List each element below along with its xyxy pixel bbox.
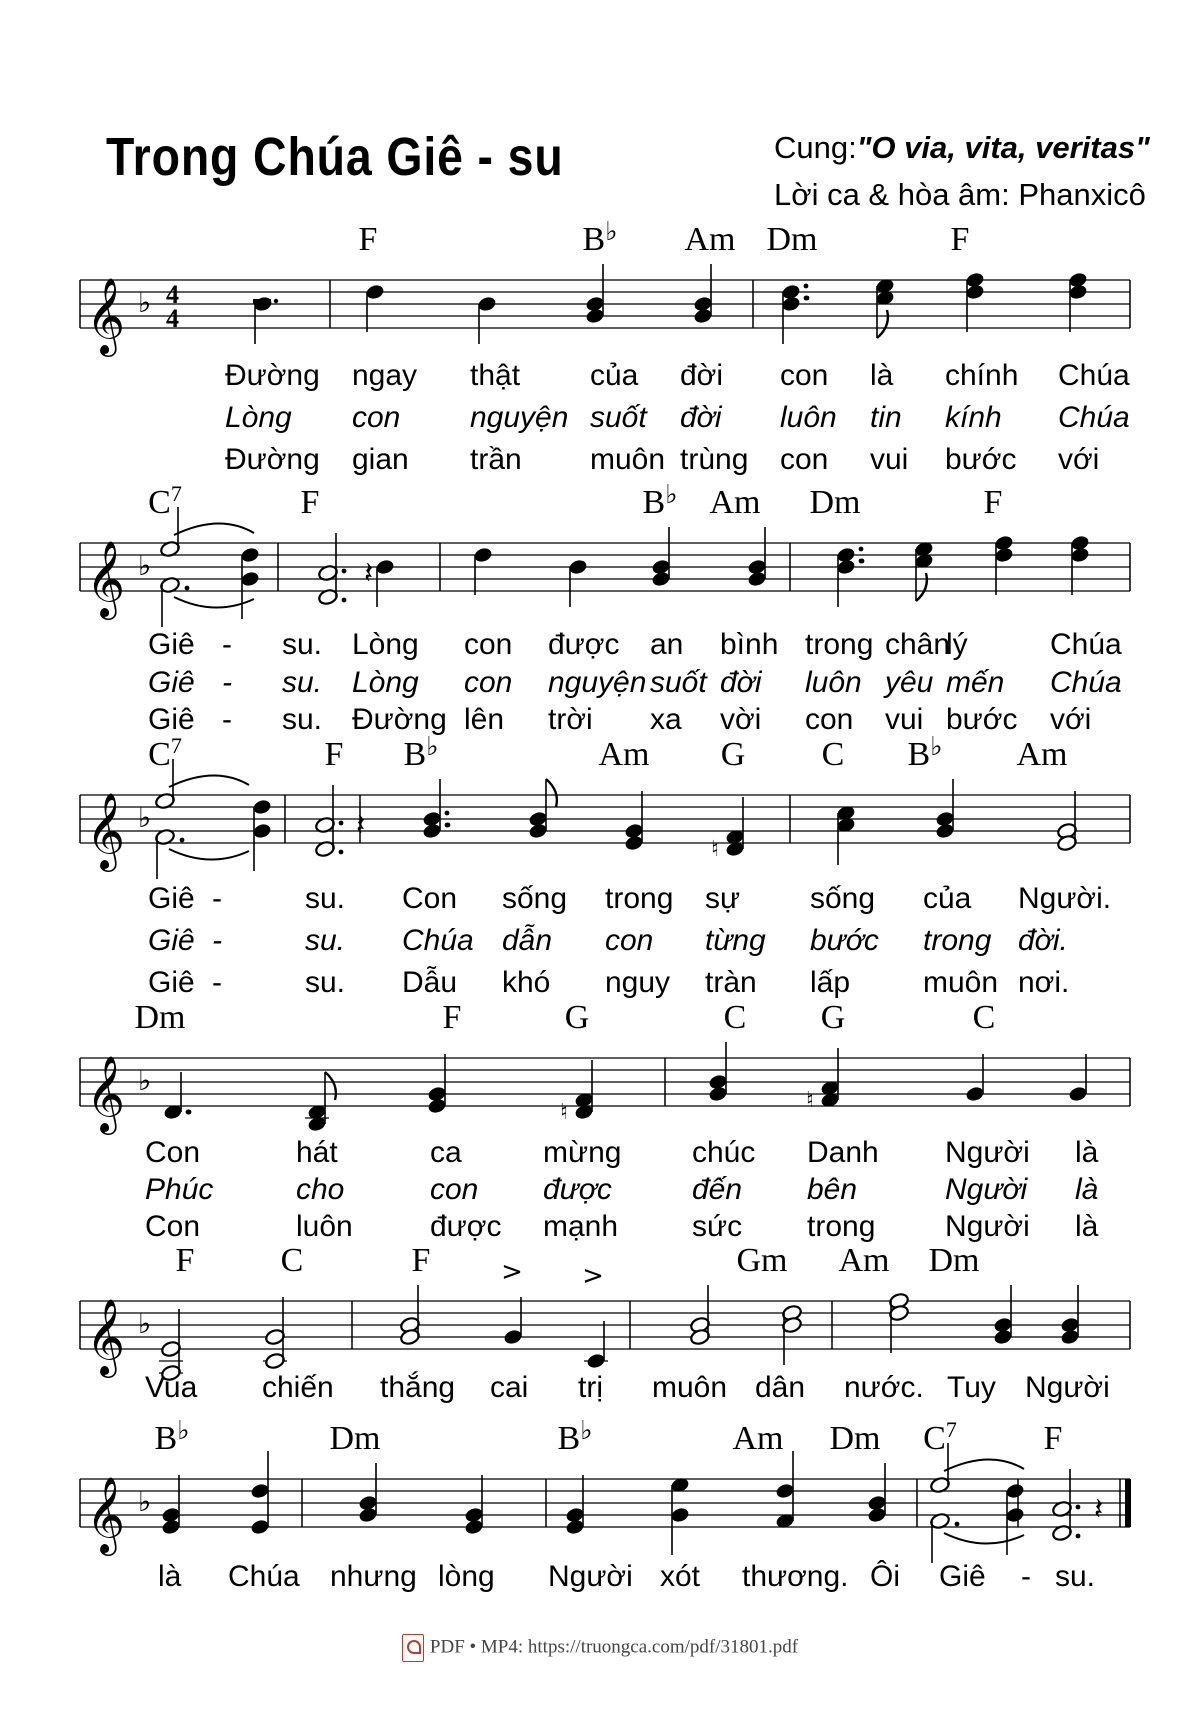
lyric-syllable: được bbox=[430, 1210, 502, 1243]
lyric-syllable: Chúa bbox=[1058, 359, 1130, 392]
lyric-syllable: Chúa bbox=[1050, 628, 1122, 661]
lyric-syllable: đời bbox=[680, 359, 724, 392]
chord-symbol: Am bbox=[709, 484, 761, 521]
lyric-syllable: - bbox=[222, 628, 232, 661]
staff-system-4 bbox=[80, 999, 1130, 1243]
slur bbox=[174, 523, 254, 535]
quarter-note-head bbox=[358, 1506, 378, 1524]
chord-symbol: F bbox=[324, 736, 344, 773]
quarter-note-head bbox=[586, 1352, 606, 1370]
quarter-note-head bbox=[747, 570, 767, 588]
lyric-syllable: trị bbox=[578, 1371, 603, 1404]
treble-clef-icon: 𝄞 bbox=[86, 1055, 126, 1132]
lyric-syllable: Con bbox=[145, 1210, 201, 1243]
quarter-note-head bbox=[624, 834, 644, 852]
quarter-note-head bbox=[473, 546, 493, 564]
quarter-note-head bbox=[994, 546, 1014, 564]
quarter-note-head bbox=[565, 1518, 585, 1536]
lyric-syllable: Đường bbox=[225, 359, 320, 392]
chord-symbol: G bbox=[564, 999, 590, 1036]
lyric-syllable: trời bbox=[548, 703, 593, 736]
quarter-note-head bbox=[427, 1097, 447, 1115]
lyric-syllable: dân bbox=[755, 1371, 806, 1404]
lyric-syllable: thương. bbox=[742, 1560, 849, 1593]
chord-symbol: B♭ bbox=[154, 1416, 190, 1457]
lyric-syllable: bên bbox=[807, 1173, 858, 1206]
quarter-note-head bbox=[375, 558, 395, 576]
quarter-note-head bbox=[693, 307, 713, 325]
chord-symbol: Dm bbox=[809, 484, 861, 521]
chord-symbol: C bbox=[821, 736, 845, 773]
lyric-syllable: yêu bbox=[885, 666, 934, 699]
lyric-syllable: của bbox=[590, 359, 639, 392]
lyric-syllable: muôn bbox=[923, 966, 999, 999]
lyric-syllable: Người. bbox=[1018, 882, 1112, 915]
chord-symbol: B♭ bbox=[642, 480, 678, 521]
chord-symbol: F bbox=[983, 484, 1003, 521]
lyric-syllable: con bbox=[464, 628, 513, 661]
lyric-syllable: Giê bbox=[148, 882, 195, 915]
eighth-flag bbox=[877, 310, 888, 338]
dot bbox=[446, 823, 451, 828]
treble-clef-icon: 𝄞 bbox=[86, 277, 126, 354]
lyric-syllable: con bbox=[464, 666, 513, 699]
chord-symbol: B♭ bbox=[557, 1416, 593, 1457]
quarter-note-head bbox=[1005, 1482, 1025, 1500]
lyric-syllable: chính bbox=[945, 359, 1019, 392]
lyric-syllable: là bbox=[158, 1560, 182, 1593]
final-barline-thick bbox=[1125, 1479, 1131, 1527]
lyric-syllable: - bbox=[212, 924, 222, 957]
lyric-syllable: Dẫu bbox=[402, 966, 458, 999]
lyric-syllable: Người bbox=[945, 1173, 1028, 1206]
quarter-note-head bbox=[252, 798, 272, 816]
lyric-syllable: chân bbox=[885, 628, 951, 661]
tie bbox=[169, 849, 249, 860]
chord-symbol: F bbox=[411, 1242, 431, 1279]
lyric-syllable: Đường bbox=[352, 703, 447, 736]
dot bbox=[342, 569, 347, 574]
lyric-syllable: là bbox=[1075, 1136, 1099, 1169]
key-flat-icon: ♭ bbox=[138, 1307, 152, 1340]
lyric-syllable: su. bbox=[282, 628, 323, 661]
lyric-syllable: trong bbox=[807, 1210, 876, 1243]
quarter-note-head bbox=[993, 1328, 1013, 1346]
lyric-syllable: Giê bbox=[148, 666, 195, 699]
lyric-syllable: - bbox=[212, 966, 222, 999]
eighth-flag bbox=[546, 779, 557, 807]
quarter-note-head bbox=[1060, 1328, 1080, 1346]
quarter-note-head bbox=[781, 295, 801, 313]
lyric-syllable: trong bbox=[805, 628, 874, 661]
quarter-note-head bbox=[775, 1482, 795, 1500]
lyric-syllable: là bbox=[1075, 1210, 1099, 1243]
page-title: Trong Chúa Giê - su bbox=[106, 127, 564, 187]
lyric-syllable: Con bbox=[145, 1136, 201, 1169]
natural-sign-icon: ♮ bbox=[711, 837, 719, 862]
staff-system-3 bbox=[80, 732, 1130, 999]
chord-symbol: Am bbox=[838, 1242, 890, 1279]
lyric-syllable: nguy bbox=[605, 966, 671, 999]
dot bbox=[445, 811, 450, 816]
key-flat-icon: ♭ bbox=[138, 801, 152, 834]
lyric-syllable: với bbox=[1058, 443, 1100, 476]
lyric-syllable: Người bbox=[945, 1136, 1030, 1169]
lyric-syllable: trong bbox=[923, 924, 992, 957]
lyric-syllable: su. bbox=[282, 703, 323, 736]
lyric-syllable: trong bbox=[605, 882, 674, 915]
key-flat-icon: ♭ bbox=[138, 286, 152, 319]
treble-clef-icon: 𝄞 bbox=[86, 1298, 126, 1375]
lyric-syllable: ngay bbox=[352, 359, 418, 392]
lyric-syllable: bước bbox=[946, 703, 1018, 736]
lyric-syllable: an bbox=[650, 628, 684, 661]
lyric-syllable: nguyện bbox=[548, 666, 647, 699]
chord-symbol: Dm bbox=[928, 1242, 980, 1279]
quarter-note-head bbox=[965, 283, 985, 301]
lyric-syllable: con bbox=[430, 1173, 479, 1206]
quarter-note-head bbox=[464, 1518, 484, 1536]
lyric-syllable: lên bbox=[464, 703, 505, 736]
chord-symbol: C bbox=[723, 999, 747, 1036]
dot bbox=[342, 598, 347, 603]
quarter-note-head bbox=[1068, 283, 1088, 301]
tune-prefix: Cung: bbox=[774, 130, 857, 165]
quarter-rest-icon: 𝄽 bbox=[356, 808, 366, 843]
lyric-syllable: muôn bbox=[652, 1371, 728, 1404]
lyric-syllable: sống bbox=[810, 882, 876, 915]
lyric-syllable: sự bbox=[705, 882, 741, 915]
lyric-syllable: nơi. bbox=[1018, 966, 1070, 999]
chord-symbol: F bbox=[300, 484, 320, 521]
quarter-note-head bbox=[568, 558, 588, 576]
lyric-syllable: su. bbox=[305, 966, 346, 999]
credit-line: Lời ca & hòa âm: Phanxicô bbox=[774, 177, 1146, 212]
lyric-syllable: được bbox=[548, 628, 620, 661]
lyric-syllable: kính bbox=[945, 401, 1002, 434]
quarter-note-head bbox=[240, 546, 260, 564]
lyric-syllable: con bbox=[605, 924, 654, 957]
lyric-syllable: chiến bbox=[262, 1371, 334, 1404]
dot bbox=[187, 1110, 192, 1115]
lyric-syllable: Ôi bbox=[870, 1560, 900, 1593]
quarter-note-head bbox=[503, 1328, 523, 1346]
lyric-syllable: mừng bbox=[543, 1136, 622, 1169]
lyric-syllable: là bbox=[1075, 1173, 1099, 1206]
lyric-syllable: Danh bbox=[807, 1136, 879, 1169]
lyric-syllable: xót bbox=[660, 1560, 701, 1593]
lyric-syllable: su. bbox=[1055, 1560, 1096, 1593]
lyric-syllable: Con bbox=[402, 882, 458, 915]
lyric-syllable: Giê bbox=[148, 924, 195, 957]
footer-link[interactable] bbox=[0, 1634, 1200, 1662]
accent-mark-icon: > bbox=[582, 1261, 604, 1291]
lyric-syllable: đến bbox=[692, 1173, 743, 1206]
quarter-note-head bbox=[1070, 546, 1090, 564]
lyric-syllable: cho bbox=[296, 1173, 345, 1206]
lyric-syllable: sức bbox=[692, 1210, 743, 1243]
chord-symbol: G bbox=[820, 999, 846, 1036]
lyric-syllable: Chúa bbox=[1050, 666, 1122, 699]
lyric-syllable: Giê bbox=[148, 628, 195, 661]
key-flat-icon: ♭ bbox=[138, 1485, 152, 1518]
chord-symbol: $C^7$ bbox=[148, 481, 182, 521]
quarter-note-head bbox=[1005, 1506, 1025, 1524]
lyric-syllable: cai bbox=[490, 1371, 529, 1404]
lyric-syllable: dẫn bbox=[502, 924, 553, 957]
chord-symbol: Dm bbox=[329, 1420, 381, 1457]
accent-mark-icon: > bbox=[501, 1257, 523, 1287]
lyric-syllable: luôn bbox=[780, 401, 837, 434]
lyric-syllable: bình bbox=[720, 628, 779, 661]
chord-symbol: G bbox=[720, 736, 746, 773]
lyric-syllable: su. bbox=[282, 666, 323, 699]
footer-text: PDF • MP4: https://truongca.com/pdf/31801.pdf bbox=[429, 1636, 799, 1658]
chord-symbol: $C^7$ bbox=[923, 1417, 957, 1457]
lyric-syllable: bước bbox=[945, 443, 1017, 476]
lyric-syllable: Chúa bbox=[402, 924, 474, 957]
lyric-syllable: suốt bbox=[590, 401, 647, 434]
lyric-syllable: con bbox=[780, 359, 829, 392]
lyric-syllable: vui bbox=[885, 703, 924, 736]
lyric-syllable: thật bbox=[470, 359, 521, 392]
lyric-syllable: mạnh bbox=[543, 1210, 619, 1243]
lyric-syllable: đời. bbox=[1018, 924, 1068, 957]
chord-symbol: F bbox=[175, 1242, 195, 1279]
lyric-syllable: vui bbox=[870, 443, 909, 476]
lyric-syllable: đời bbox=[680, 401, 722, 434]
tie bbox=[944, 1533, 1024, 1544]
lyric-syllable: con bbox=[805, 703, 854, 736]
tune-name: "O via, vita, veritas" bbox=[856, 130, 1150, 165]
quarter-note-head bbox=[161, 1518, 181, 1536]
staff-system-2 bbox=[80, 480, 1130, 736]
quarter-note-head bbox=[935, 822, 955, 840]
lyric-syllable: được bbox=[543, 1173, 612, 1206]
lyric-syllable: su. bbox=[305, 924, 346, 957]
quarter-note-head bbox=[252, 822, 272, 840]
time-signature-bottom: 4 bbox=[166, 304, 179, 333]
lyric-syllable: Người bbox=[548, 1560, 633, 1593]
rest-dot bbox=[274, 299, 278, 303]
lyric-syllable: lòng bbox=[438, 1560, 495, 1593]
dot bbox=[339, 821, 344, 826]
quarter-note-head bbox=[250, 1518, 270, 1536]
lyric-syllable: trùng bbox=[680, 443, 749, 476]
chord-symbol: Gm bbox=[736, 1242, 788, 1279]
treble-clef-icon: 𝄞 bbox=[86, 792, 126, 869]
dot bbox=[185, 586, 190, 591]
chord-symbol: Am bbox=[732, 1420, 784, 1457]
lyric-syllable: con bbox=[352, 401, 401, 434]
time-signature-top: 4 bbox=[166, 280, 179, 309]
quarter-note-head bbox=[477, 295, 497, 313]
key-flat-icon: ♭ bbox=[138, 1064, 152, 1097]
lyric-syllable: nước. bbox=[844, 1371, 924, 1404]
slur bbox=[944, 1459, 1024, 1471]
natural-sign-icon: ♮ bbox=[806, 1088, 814, 1113]
chord-symbol: Am bbox=[684, 221, 736, 258]
key-flat-icon: ♭ bbox=[138, 549, 152, 582]
lyric-syllable: sống bbox=[502, 882, 568, 915]
treble-clef-icon: 𝄞 bbox=[86, 1476, 126, 1553]
lyric-syllable: Vua bbox=[145, 1371, 198, 1404]
dot bbox=[1076, 1534, 1081, 1539]
dot bbox=[955, 1522, 960, 1527]
lyric-syllable: suốt bbox=[650, 666, 707, 699]
lyric-syllable: Người bbox=[1025, 1371, 1110, 1404]
lyric-syllable: Lòng bbox=[352, 628, 419, 661]
staff-system-1 bbox=[80, 217, 1130, 476]
lyric-syllable: su. bbox=[305, 882, 346, 915]
quarter-note-head bbox=[585, 307, 605, 325]
lyric-syllable: Người bbox=[945, 1210, 1030, 1243]
lyric-syllable: chúc bbox=[692, 1136, 756, 1169]
chord-symbol: F bbox=[442, 999, 462, 1036]
eighth-flag bbox=[916, 573, 927, 601]
lyric-syllable: xa bbox=[650, 703, 682, 736]
lyric-syllable: vời bbox=[720, 703, 762, 736]
lyric-syllable: - bbox=[222, 703, 232, 736]
dot bbox=[805, 296, 810, 301]
quarter-rest-icon: 𝄽 bbox=[1094, 1492, 1104, 1527]
chord-symbol: C bbox=[972, 999, 996, 1036]
staff-system-5 bbox=[80, 1242, 1130, 1404]
chord-symbol: B♭ bbox=[403, 732, 439, 773]
lyric-syllable: Chúa bbox=[1058, 401, 1130, 434]
lyric-syllable: - bbox=[1021, 1560, 1031, 1593]
lyric-syllable: mến bbox=[946, 666, 1005, 699]
dot bbox=[1076, 1505, 1081, 1510]
chord-symbol: Dm bbox=[134, 999, 186, 1036]
lyric-syllable: khó bbox=[502, 966, 551, 999]
chord-symbol: F bbox=[358, 221, 378, 258]
lyric-syllable: Giê bbox=[148, 703, 195, 736]
dot bbox=[859, 547, 864, 552]
quarter-rest-icon: 𝄽 bbox=[364, 556, 374, 591]
quarter-note-head bbox=[253, 295, 273, 313]
lyric-syllable: hát bbox=[296, 1136, 338, 1169]
lyric-syllable: trần bbox=[470, 443, 522, 476]
dot bbox=[180, 838, 185, 843]
chord-symbol: F bbox=[950, 221, 970, 258]
quarter-note-head bbox=[1068, 1085, 1088, 1103]
quarter-note-head bbox=[867, 1506, 887, 1524]
quarter-note-head bbox=[708, 1085, 728, 1103]
chord-symbol: Dm bbox=[766, 221, 818, 258]
lyric-syllable: con bbox=[780, 443, 829, 476]
lyric-syllable: bước bbox=[810, 924, 879, 957]
lyric-syllable: - bbox=[222, 666, 232, 699]
chord-symbol: B♭ bbox=[582, 217, 618, 258]
lyric-syllable: của bbox=[923, 882, 972, 915]
lyric-syllable: thắng bbox=[380, 1371, 456, 1404]
lyric-syllable: đời bbox=[720, 666, 762, 699]
chord-symbol: Dm bbox=[829, 1420, 881, 1457]
quarter-note-head bbox=[528, 822, 548, 840]
lyric-syllable: với bbox=[1050, 703, 1092, 736]
treble-clef-icon: 𝄞 bbox=[86, 540, 126, 617]
lyric-syllable: luôn bbox=[296, 1210, 353, 1243]
chord-symbol: C bbox=[280, 1242, 304, 1279]
eighth-flag bbox=[325, 1072, 336, 1100]
lyric-syllable: Tuy bbox=[947, 1371, 996, 1404]
quarter-note-head bbox=[240, 570, 260, 588]
chord-symbol: F bbox=[1043, 1420, 1063, 1457]
lyric-syllable: muôn bbox=[590, 443, 666, 476]
lyric-syllable: lấp bbox=[810, 966, 851, 999]
quarter-note-head bbox=[651, 570, 671, 588]
chord-symbol: Am bbox=[598, 736, 650, 773]
chord-symbol: Am bbox=[1016, 736, 1068, 773]
quarter-note-head bbox=[836, 558, 856, 576]
lyric-syllable: Phúc bbox=[145, 1173, 214, 1206]
quarter-note-head bbox=[965, 1085, 985, 1103]
dot bbox=[339, 850, 344, 855]
quarter-note-head bbox=[422, 822, 442, 840]
natural-sign-icon: ♮ bbox=[560, 1100, 568, 1125]
lyric-syllable: Giê bbox=[939, 1560, 986, 1593]
lyric-syllable: gian bbox=[352, 443, 409, 476]
lyric-syllable: từng bbox=[705, 924, 766, 957]
lyric-syllable: nguyện bbox=[470, 401, 569, 434]
pdf-icon bbox=[402, 1634, 424, 1662]
dot bbox=[860, 559, 865, 564]
staff-system-6 bbox=[80, 1416, 1131, 1593]
lyric-syllable: nhưng bbox=[330, 1560, 417, 1593]
dot bbox=[804, 284, 809, 289]
lyric-syllable: Lòng bbox=[352, 666, 419, 699]
quarter-note-head bbox=[670, 1506, 690, 1524]
quarter-note-head bbox=[250, 1482, 270, 1500]
lyric-syllable: - bbox=[212, 882, 222, 915]
lyric-syllable: lý bbox=[946, 628, 968, 661]
lyric-syllable: Đường bbox=[225, 443, 320, 476]
lyric-syllable: tràn bbox=[705, 966, 757, 999]
chord-symbol: $C^7$ bbox=[148, 733, 182, 773]
slur bbox=[169, 775, 249, 787]
lyric-syllable: Lòng bbox=[225, 401, 292, 434]
lyric-syllable: ca bbox=[430, 1136, 462, 1169]
quarter-note-head bbox=[365, 283, 385, 301]
chord-symbol: B♭ bbox=[907, 732, 943, 773]
lyric-syllable: Chúa bbox=[228, 1560, 300, 1593]
lyric-syllable: tin bbox=[870, 401, 902, 434]
lyric-syllable: là bbox=[870, 359, 894, 392]
lyric-syllable: Giê bbox=[148, 966, 195, 999]
lyric-syllable: luôn bbox=[805, 666, 862, 699]
